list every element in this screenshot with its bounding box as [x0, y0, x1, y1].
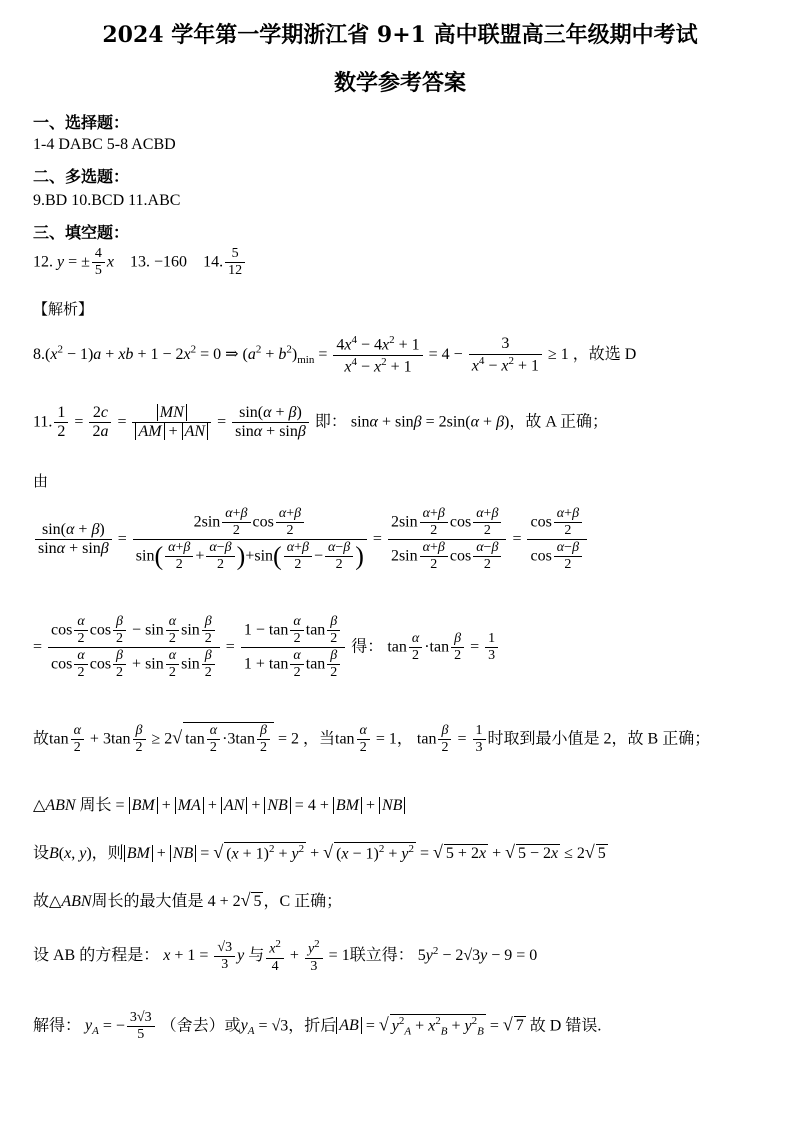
q11-c-conclusion: ，C 正确；	[263, 893, 343, 910]
q8-conclusion: ，故选 D	[572, 345, 637, 363]
section-1-answers: 1-4 DABC 5-8 ACBD	[33, 136, 176, 153]
q14-label: 14.	[203, 253, 224, 271]
q11-b-line: 故tan $\frac{\alpha}{2}$ + 3tan $\frac{\beta}{2}$ ≥ 2√ tan $\frac{\alpha}{2}$ ·3tan $\frac{\beta}{2}$ = 2 ，当tan $\frac{\alpha}{2}$ = 1， tan $\frac{\beta}{2}$ = $\frac{1}{3}$ 时取到最小值是 2，故 B 正确；	[33, 723, 711, 756]
q11-c-line: 故△ABN周长的最大值是 4 + 2√ 5 ，C 正确；	[33, 890, 343, 910]
q11-d-conclusion: 故 D 错误.	[529, 1017, 602, 1035]
q11-identity: $\frac{\sin(\alpha + \beta)}{\sin\alpha + \sin\beta}$ = 2sin $\frac{\alpha+\beta}{2}$ cos $\frac{\alpha+\beta}{2}$ sin( $\frac{\alpha+\beta}{2}$ + $\frac{\alpha-\beta}{2}$ )+sin( $\frac{\alpha+\beta}{2}$ − $\frac{\alpha-\beta}{2}$ ) = 2sin $\frac{\alpha+\beta}{2}$ cos $\frac{\alpha+\beta}{2}$ 2sin $\frac{\alpha+\beta}{2}$ cos $\frac{\alpha-\beta}{2}$ = cos $\frac{\alpha+\beta}{2}$ cos $\frac{\alpha-\beta}{2}$	[33, 506, 589, 573]
q11-sum-bound: 设B(x, y)，则 BM + NB = √ $(x + 1)^2 + y^2$ + √ $(x - 1)^2 + y^2$ = √ 5 + 2x + √ 5 − 2x ≤ 2√ 5	[33, 842, 606, 862]
q8-fraction-2: $\frac{3}{x^4 - x^2 + 1}$	[469, 335, 542, 375]
q11-d-line: 解得： $y_A$ = − $\frac{3√3}{5}$ （舍去）或$y_A = √3$，折后 AB = √ $y^2_A + x^2_B + y^2_B$ = √ 7 故 D 错误.	[33, 1010, 602, 1043]
section-3-heading: 三、填空题：	[33, 223, 130, 242]
q12-label: 12.	[33, 253, 53, 271]
q11-perimeter: △ABN 周长 = BM + MA + AN + NB = 4 + BM + NB	[33, 792, 405, 815]
q12-fraction: $\frac{4}{5}$	[92, 246, 105, 279]
q13-answer: 13. −160	[130, 253, 188, 271]
fill-in-answers: 12. y = ± $\frac{4}{5}$ x 13. −160 14. $\frac{5}{12}$	[33, 246, 247, 279]
q11-line-1: 11. $\frac{1}{2}$ = $\frac{2c}{2a}$ = $\frac{MN}{AM + AN}$ = $\frac{\sin(\alpha + \beta)}{\sin\alpha + \sin\beta}$ 即： sinα + sinβ = 2sin(α + β)，故 A 正确；	[33, 404, 609, 441]
section-2-answers: 9.BD 10.BCD 11.ABC	[33, 192, 181, 209]
q8-solution: $8.(x^2 - 1)a$ + xb + $1 - 2x^2 = 0$ ⇒ $(a^2 + b^2)_{min}$ = $\frac{4x^4 - 4x^2 + 1}{x^4 - x^2 + 1}$ = 4 − $\frac{3}{x^4 - x^2 + 1}$ ≥ 1 ，故选 D	[33, 334, 637, 376]
q11-b-conclusion: 时取到最小值是 2，故 B 正确；	[487, 730, 711, 748]
page-subtitle: 数学参考答案	[333, 70, 466, 96]
section-2-heading: 二、多选题：	[33, 167, 130, 186]
q11-tan-identity: = cos $\frac{\alpha}{2}$ cos $\frac{\beta}{2}$ − sin $\frac{\alpha}{2}$ sin $\frac{\beta}{2}$ cos $\frac{\alpha}{2}$ cos $\frac{\beta}{2}$ + sin $\frac{\alpha}{2}$ sin $\frac{\beta}{2}$ = 1 − tan $\frac{\alpha}{2}$ tan $\frac{\beta}{2}$ 1 + tan $\frac{\alpha}{2}$ tan $\frac{\beta}{2}$ 得： tan $\frac{\alpha}{2}$ ·tan $\frac{\beta}{2}$ = $\frac{1}{3}$	[33, 614, 500, 681]
q14-fraction: $\frac{5}{12}$	[225, 246, 245, 279]
q11-a-conclusion: ，故 A 正确；	[509, 413, 609, 431]
page-title: 2024 学年第一学期浙江省 9+1 高中联盟高三年级期中考试	[102, 22, 698, 48]
analysis-heading: 【解析】	[33, 300, 94, 318]
q11-ab-equation: 设 AB 的方程是： x + 1 = $\frac{√3}{3}$ y 与 $\frac{x^2}{4}$ + $\frac{y^2}{3}$ = 1联立得： $5y^2 - 2√3y - 9 = 0$	[33, 938, 538, 974]
q8-fraction: $\frac{4x^4 - 4x^2 + 1}{x^4 - x^2 + 1}$	[333, 334, 422, 376]
q11-you: 由	[33, 472, 49, 490]
section-1-heading: 一、选择题：	[33, 113, 130, 132]
